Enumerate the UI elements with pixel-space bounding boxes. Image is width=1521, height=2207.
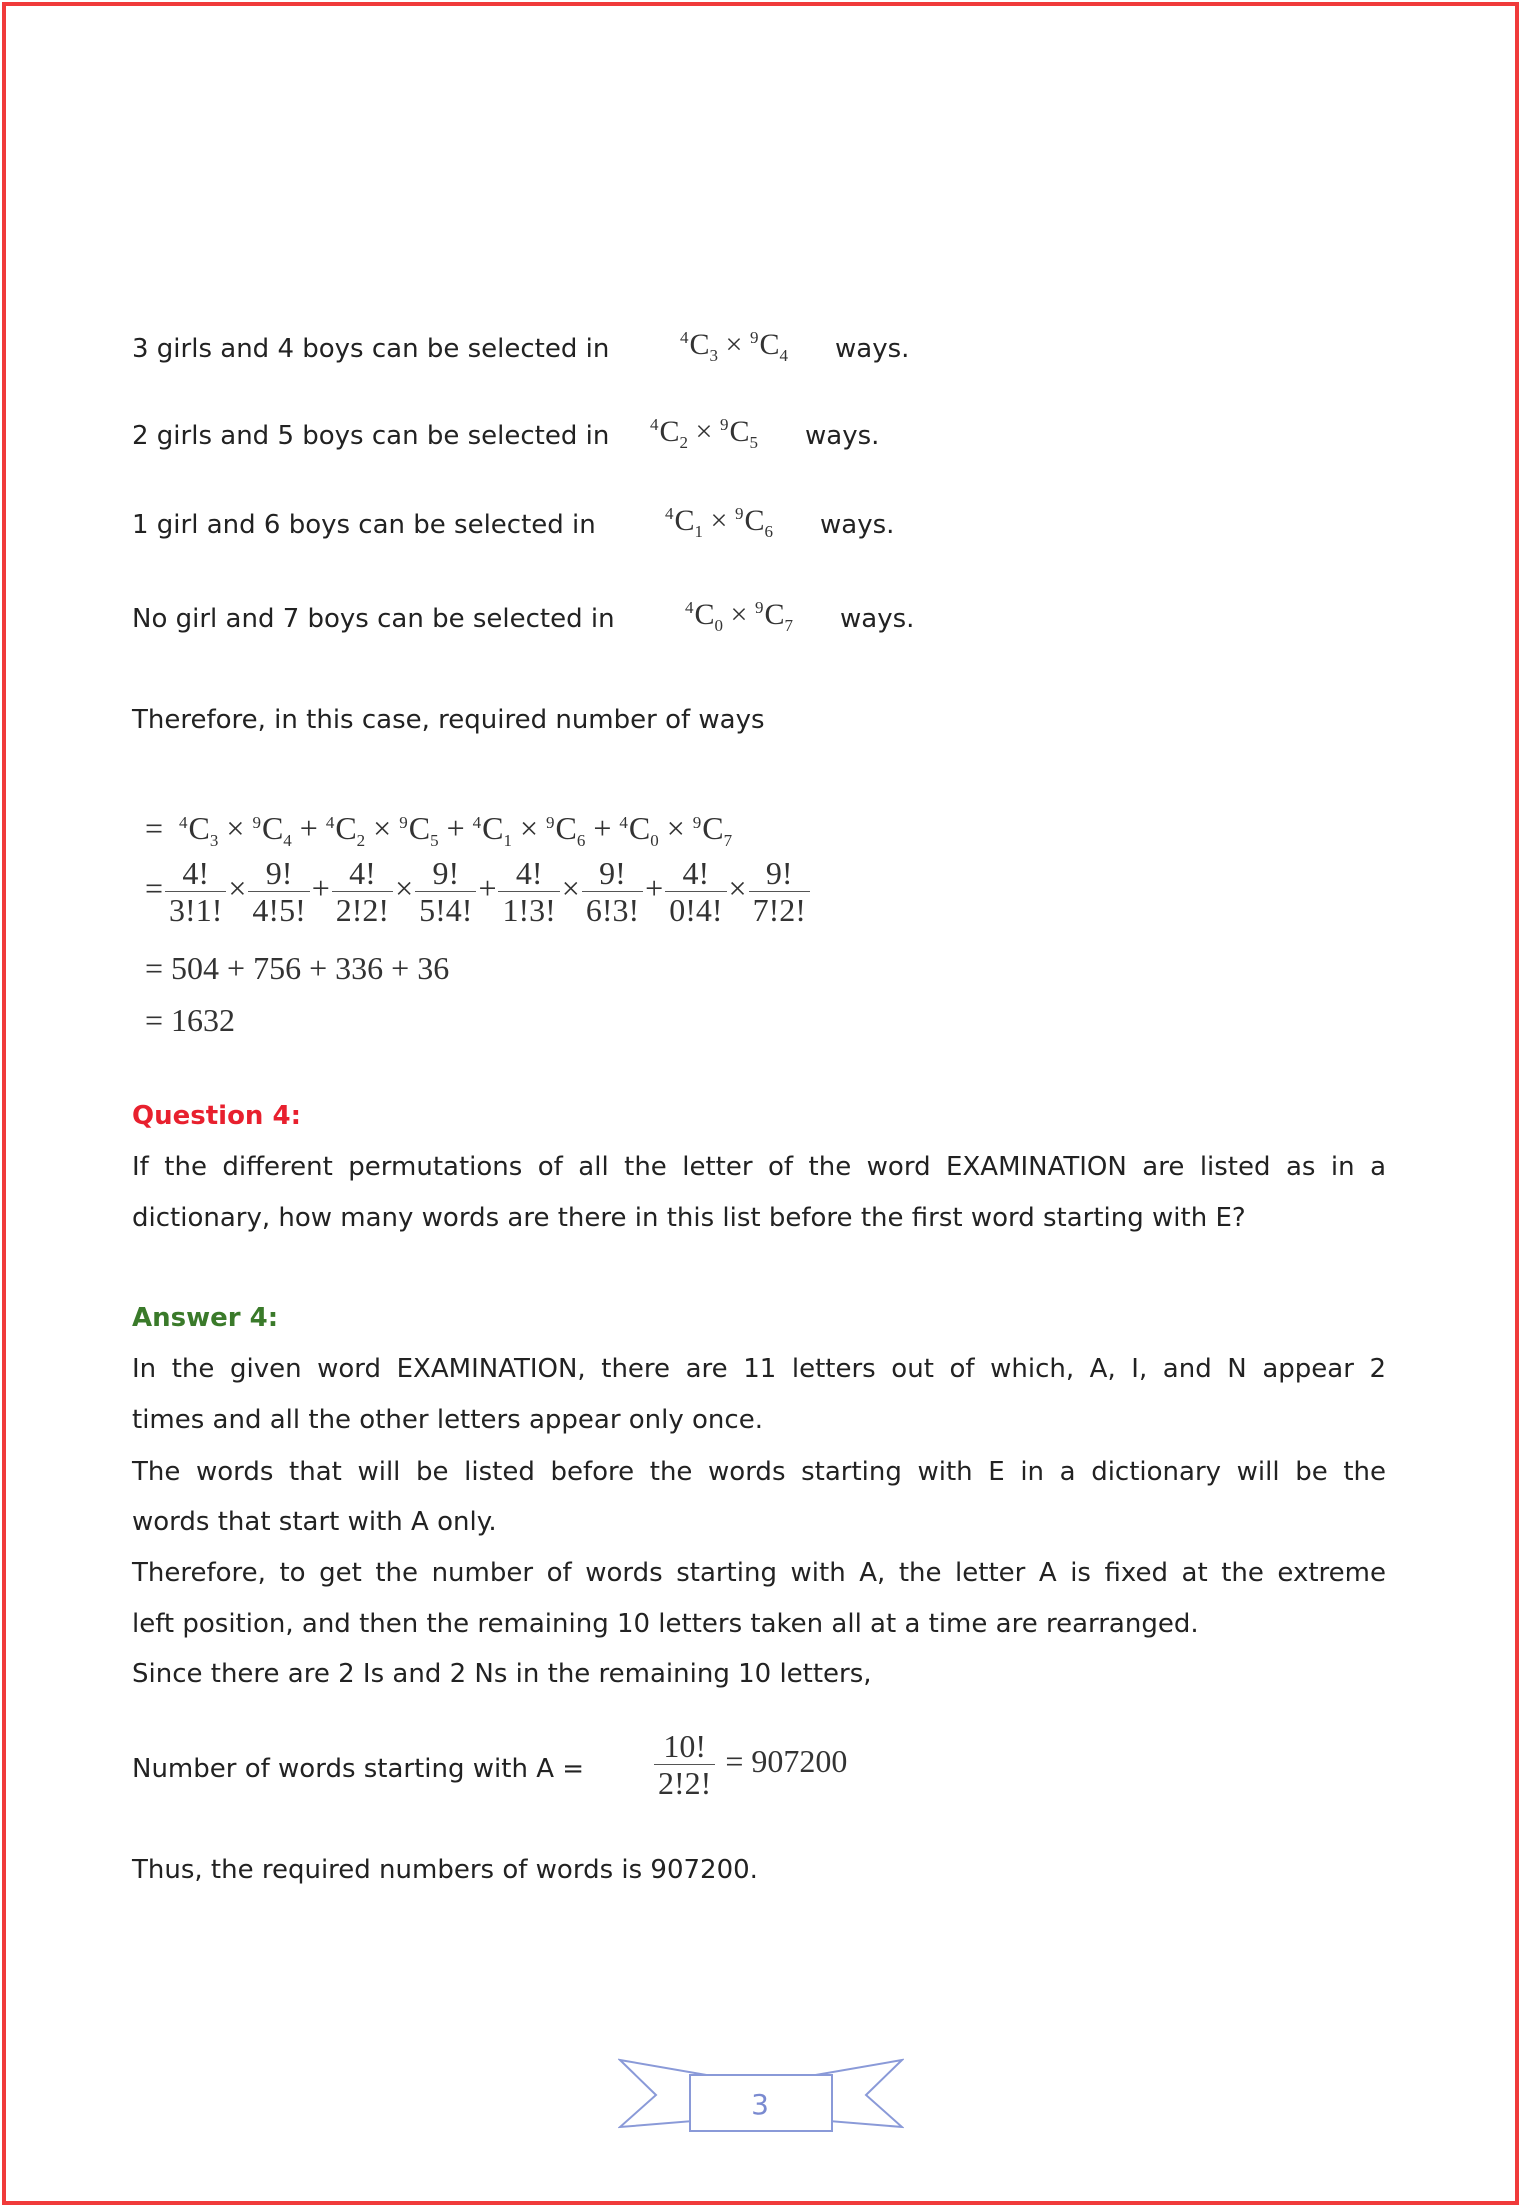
ways-text: ways. xyxy=(840,604,915,634)
sup: 4 xyxy=(179,813,188,832)
ways-text: ways. xyxy=(835,334,910,364)
denominator: 1!3! xyxy=(502,892,556,928)
question-line: dictionary, how many words are there in this list before the first word starting with E? xyxy=(132,1203,1246,1233)
numerator: 9! xyxy=(582,855,643,892)
sup: 9 xyxy=(692,813,702,832)
answer-line: times and all the other letters appear only once. xyxy=(132,1405,763,1435)
sup: 9 xyxy=(252,813,261,832)
answer-line: Therefore, to get the number of words starting with A, the letter A is fixed at the extreme xyxy=(132,1558,1386,1588)
sub: 5 xyxy=(430,831,439,850)
math-expansion: = $^4C_3 \times ^9C_4 + ^4C_2 \times ^9C_5 + ^4C_1 \times ^9C_6 + ^4C_0 \times ^9C_7$ xyxy=(145,810,733,850)
answer-line: In the given word EXAMINATION, there are 11 letters out of which, A, I, and N appear 2 xyxy=(132,1354,1386,1384)
fraction xyxy=(582,855,643,928)
sub: 7 xyxy=(723,831,733,850)
fraction xyxy=(332,855,393,928)
formula-value: = 907200 xyxy=(725,1742,848,1779)
combination-expression: $^4C_2 \times ^9C_5$ xyxy=(650,415,758,452)
numerator: 4! xyxy=(165,855,226,892)
answer-line: left position, and then the remaining 10 letters taken all at a time are rearranged. xyxy=(132,1609,1199,1639)
ways-text: ways. xyxy=(820,510,895,540)
formula xyxy=(652,1728,847,1801)
question-label: Question 4: xyxy=(132,1101,301,1131)
numerator: 4! xyxy=(332,855,393,892)
case-text: No girl and 7 boys can be selected in xyxy=(132,604,615,634)
sub: 3 xyxy=(209,831,219,850)
sub: 4 xyxy=(283,831,292,850)
answer-line: words that start with A only. xyxy=(132,1507,497,1537)
fraction xyxy=(498,855,559,928)
fraction xyxy=(415,855,476,928)
sup: 4 xyxy=(472,813,482,832)
case-text: 3 girls and 4 boys can be selected in xyxy=(132,334,610,364)
case-text: 2 girls and 5 boys can be selected in xyxy=(132,421,610,451)
formula-label: Number of words starting with A = xyxy=(132,1754,585,1784)
case-text: 1 girl and 6 boys can be selected in xyxy=(132,510,596,540)
sup: 9 xyxy=(399,813,408,832)
answer-line: Since there are 2 Is and 2 Ns in the remaining 10 letters, xyxy=(132,1659,872,1689)
conclusion: Thus, the required numbers of words is 907200. xyxy=(132,1855,758,1885)
denominator: 6!3! xyxy=(585,892,640,928)
math-sum: = 504 + 756 + 336 + 36 xyxy=(145,950,450,986)
sup: 4 xyxy=(325,813,335,832)
denominator: 3!1! xyxy=(169,892,223,928)
sub: 0 xyxy=(650,831,659,850)
answer-line: The words that will be listed before the words starting with E in a dictionary will be the xyxy=(132,1457,1386,1487)
denominator: 7!2! xyxy=(752,892,806,928)
fraction xyxy=(248,855,309,928)
fraction xyxy=(749,855,810,928)
math-fractions: = $\frac{4!}{3!1!}$ × $\frac{9!}{4!5!}$ + $\frac{4!}{2!2!}$ × $\frac{9!}{5!4!}$ + $\frac{4!}{1!3!}$ × $\frac{9!}{6!3!}$ + $\frac{4!}{0!4!}$ × $\frac{9!}{7!2!}$ xyxy=(145,855,812,928)
numerator: 4! xyxy=(498,855,559,892)
sub: 6 xyxy=(576,831,586,850)
combination-expression: $^4C_0 \times ^9C_7$ xyxy=(685,598,793,635)
denominator: 5!4! xyxy=(419,892,473,928)
numerator: 9! xyxy=(415,855,476,892)
question-line: If the different permutations of all the letter of the word EXAMINATION are listed as in a xyxy=(132,1152,1386,1182)
ways-text: ways. xyxy=(805,421,880,451)
numerator: 9! xyxy=(248,855,309,892)
denominator: 0!4! xyxy=(669,892,723,928)
sub: 1 xyxy=(503,831,512,850)
page-number: 3 xyxy=(751,2088,769,2121)
sup: 9 xyxy=(546,813,555,832)
numerator: 4! xyxy=(665,855,726,892)
numerator: 9! xyxy=(749,855,810,892)
answer-label: Answer 4: xyxy=(132,1303,279,1333)
therefore-text: Therefore, in this case, required number of ways xyxy=(132,705,765,735)
combination-expression: $^4C_3 \times ^9C_4$ xyxy=(680,328,788,365)
fraction xyxy=(165,855,226,928)
fraction xyxy=(665,855,726,928)
numerator: 10! xyxy=(654,1728,715,1765)
combination-expression: $^4C_1 \times ^9C_6$ xyxy=(665,504,773,541)
denominator: 2!2! xyxy=(658,1765,712,1801)
sub: 2 xyxy=(356,831,366,850)
denominator: 4!5! xyxy=(252,892,306,928)
sup: 4 xyxy=(619,813,628,832)
denominator: 2!2! xyxy=(335,892,390,928)
math-result: = 1632 xyxy=(145,1002,236,1038)
